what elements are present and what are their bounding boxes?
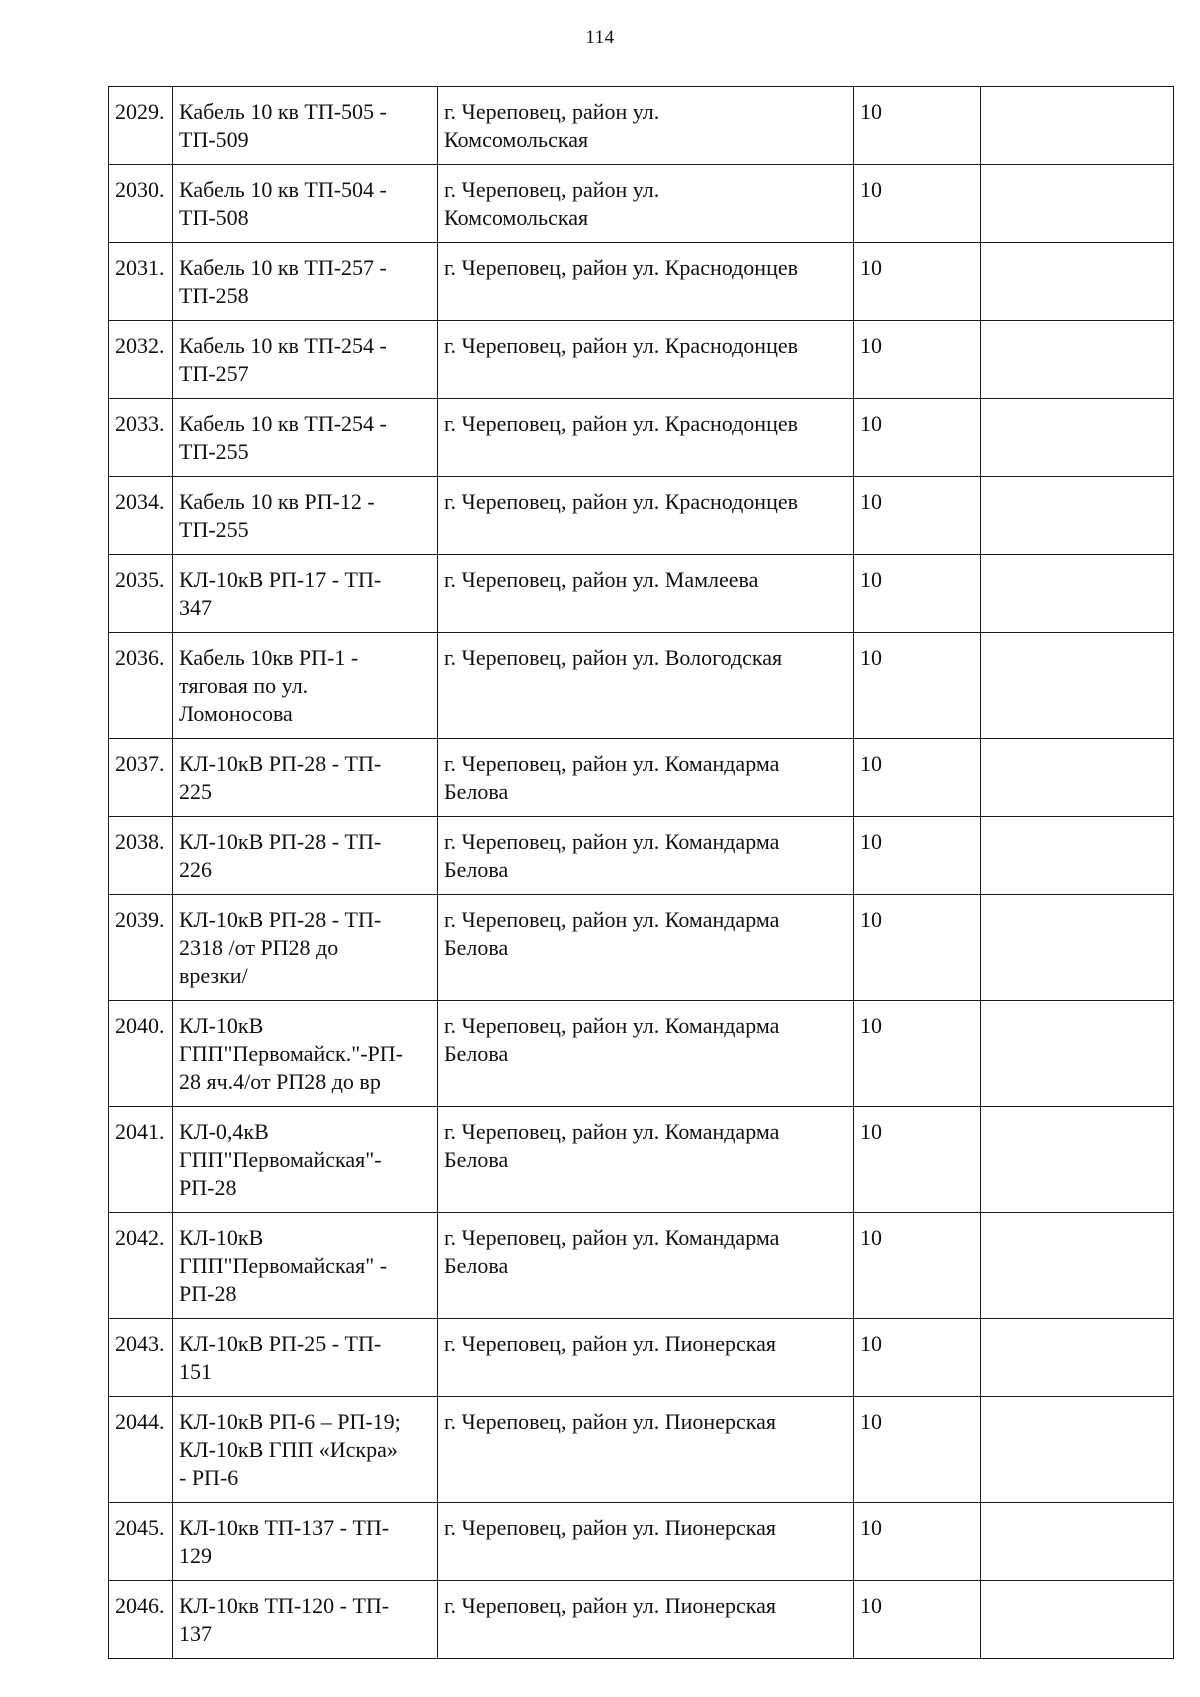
object-name: КЛ-10кВ ГПП"Первомайская" - РП-28 (173, 1213, 438, 1319)
object-name: Кабель 10 кв ТП-254 - ТП-257 (173, 321, 438, 399)
table-row (109, 165, 1174, 243)
row-number: 2035. (109, 555, 173, 633)
object-note (981, 1001, 1174, 1107)
object-name: КЛ-10кВ РП-28 - ТП- 226 (173, 817, 438, 895)
object-note (981, 477, 1174, 555)
object-location: г. Череповец, район ул. Пионерская (438, 1319, 854, 1397)
row-number: 2044. (109, 1397, 173, 1503)
object-name: Кабель 10 кв ТП-257 - ТП-258 (173, 243, 438, 321)
object-name: КЛ-10кв ТП-137 - ТП- 129 (173, 1503, 438, 1581)
object-note (981, 1581, 1174, 1659)
object-location: г. Череповец, район ул. Комсомольская (438, 87, 854, 165)
object-note (981, 1397, 1174, 1503)
object-value: 10 (854, 165, 981, 243)
object-value: 10 (854, 1503, 981, 1581)
page-number: 114 (585, 27, 615, 48)
row-number: 2045. (109, 1503, 173, 1581)
object-value: 10 (854, 1107, 981, 1213)
object-value: 10 (854, 555, 981, 633)
row-number: 2043. (109, 1319, 173, 1397)
table-row (109, 243, 1174, 321)
row-number: 2030. (109, 165, 173, 243)
object-location: г. Череповец, район ул. Командарма Белова (438, 739, 854, 817)
object-name: КЛ-0,4кВ ГПП"Первомайская"- РП-28 (173, 1107, 438, 1213)
row-number: 2041. (109, 1107, 173, 1213)
table-row (109, 87, 1174, 165)
object-value: 10 (854, 1213, 981, 1319)
object-note (981, 321, 1174, 399)
object-location: г. Череповец, район ул. Командарма Белова (438, 1001, 854, 1107)
object-location: г. Череповец, район ул. Командарма Белова (438, 1213, 854, 1319)
object-note (981, 633, 1174, 739)
object-location: г. Череповец, район ул. Краснодонцев (438, 243, 854, 321)
table-row (109, 633, 1174, 739)
object-value: 10 (854, 895, 981, 1001)
object-value: 10 (854, 739, 981, 817)
object-value: 10 (854, 1001, 981, 1107)
object-value: 10 (854, 243, 981, 321)
object-name: Кабель 10 кв ТП-254 - ТП-255 (173, 399, 438, 477)
table-row (109, 555, 1174, 633)
object-location: г. Череповец, район ул. Мамлеева (438, 555, 854, 633)
row-number: 2036. (109, 633, 173, 739)
object-value: 10 (854, 399, 981, 477)
object-note (981, 739, 1174, 817)
row-number: 2034. (109, 477, 173, 555)
table-row (109, 1213, 1174, 1319)
row-number: 2032. (109, 321, 173, 399)
object-location: г. Череповец, район ул. Вологодская (438, 633, 854, 739)
table-row (109, 1001, 1174, 1107)
object-note (981, 817, 1174, 895)
object-name: КЛ-10кВ РП-25 - ТП- 151 (173, 1319, 438, 1397)
table-row (109, 477, 1174, 555)
object-location: г. Череповец, район ул. Краснодонцев (438, 399, 854, 477)
row-number: 2046. (109, 1581, 173, 1659)
table-row (109, 1107, 1174, 1213)
object-name: КЛ-10кВ РП-6 – РП-19; КЛ-10кВ ГПП «Искра» - РП-6 (173, 1397, 438, 1503)
object-name: КЛ-10кВ ГПП"Первомайск."-РП- 28 яч.4/от РП28 до вр (173, 1001, 438, 1107)
row-number: 2033. (109, 399, 173, 477)
row-number: 2029. (109, 87, 173, 165)
object-note (981, 1319, 1174, 1397)
object-location: г. Череповец, район ул. Комсомольская (438, 165, 854, 243)
table-row (109, 1397, 1174, 1503)
row-number: 2037. (109, 739, 173, 817)
row-number: 2039. (109, 895, 173, 1001)
table-row (109, 1581, 1174, 1659)
object-note (981, 1213, 1174, 1319)
object-location: г. Череповец, район ул. Пионерская (438, 1397, 854, 1503)
object-name: Кабель 10 кв РП-12 - ТП-255 (173, 477, 438, 555)
object-note (981, 243, 1174, 321)
object-value: 10 (854, 1397, 981, 1503)
object-note (981, 87, 1174, 165)
object-name: Кабель 10кв РП-1 - тяговая по ул. Ломоносова (173, 633, 438, 739)
object-value: 10 (854, 1581, 981, 1659)
object-location: г. Череповец, район ул. Пионерская (438, 1503, 854, 1581)
row-number: 2038. (109, 817, 173, 895)
object-note (981, 399, 1174, 477)
object-location: г. Череповец, район ул. Командарма Белова (438, 895, 854, 1001)
object-note (981, 895, 1174, 1001)
object-value: 10 (854, 1319, 981, 1397)
object-location: г. Череповец, район ул. Командарма Белова (438, 817, 854, 895)
object-name: КЛ-10кВ РП-17 - ТП- 347 (173, 555, 438, 633)
object-location: г. Череповец, район ул. Командарма Белова (438, 1107, 854, 1213)
row-number: 2031. (109, 243, 173, 321)
object-note (981, 1503, 1174, 1581)
object-note (981, 165, 1174, 243)
object-value: 10 (854, 321, 981, 399)
table-row (109, 739, 1174, 817)
object-value: 10 (854, 817, 981, 895)
registry-table (108, 86, 1174, 1659)
table-row (109, 399, 1174, 477)
row-number: 2042. (109, 1213, 173, 1319)
table-row (109, 321, 1174, 399)
object-location: г. Череповец, район ул. Краснодонцев (438, 321, 854, 399)
object-value: 10 (854, 477, 981, 555)
object-value: 10 (854, 633, 981, 739)
object-name: Кабель 10 кв ТП-505 - ТП-509 (173, 87, 438, 165)
object-value: 10 (854, 87, 981, 165)
object-location: г. Череповец, район ул. Краснодонцев (438, 477, 854, 555)
object-note (981, 555, 1174, 633)
object-name: КЛ-10кв ТП-120 - ТП- 137 (173, 1581, 438, 1659)
object-name: КЛ-10кВ РП-28 - ТП- 225 (173, 739, 438, 817)
table-row (109, 895, 1174, 1001)
table-row (109, 1319, 1174, 1397)
object-name: КЛ-10кВ РП-28 - ТП- 2318 /от РП28 до врезки/ (173, 895, 438, 1001)
object-note (981, 1107, 1174, 1213)
object-location: г. Череповец, район ул. Пионерская (438, 1581, 854, 1659)
object-name: Кабель 10 кв ТП-504 - ТП-508 (173, 165, 438, 243)
table-row (109, 817, 1174, 895)
row-number: 2040. (109, 1001, 173, 1107)
table-row (109, 1503, 1174, 1581)
